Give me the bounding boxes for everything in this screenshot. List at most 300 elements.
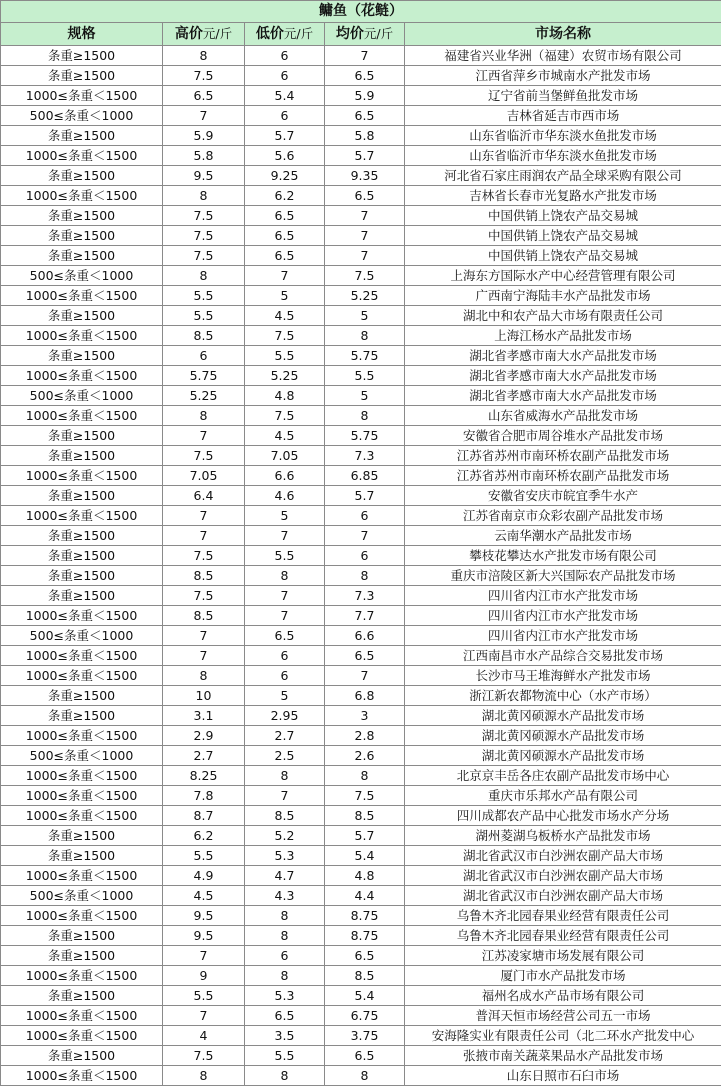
avg-price-cell: 3.75 bbox=[325, 1026, 405, 1046]
high-price-cell: 7.5 bbox=[163, 206, 245, 226]
avg-price-cell: 7.5 bbox=[325, 266, 405, 286]
avg-price-cell: 6.5 bbox=[325, 1046, 405, 1066]
avg-price-cell: 8 bbox=[325, 406, 405, 426]
spec-cell: 500≤条重＜1000 bbox=[1, 626, 163, 646]
low-price-cell: 5 bbox=[245, 686, 325, 706]
spec-cell: 1000≤条重＜1500 bbox=[1, 906, 163, 926]
low-price-cell: 4.7 bbox=[245, 866, 325, 886]
avg-price-cell: 2.6 bbox=[325, 746, 405, 766]
low-price-cell: 5.5 bbox=[245, 546, 325, 566]
high-price-cell: 8.5 bbox=[163, 326, 245, 346]
table-row bbox=[1, 926, 721, 946]
header-avg-unit: 元/斤 bbox=[363, 26, 394, 41]
avg-price-cell: 7.3 bbox=[325, 586, 405, 606]
low-price-cell: 8 bbox=[245, 766, 325, 786]
high-price-cell: 9.5 bbox=[163, 906, 245, 926]
avg-price-cell: 6 bbox=[325, 506, 405, 526]
avg-price-cell: 9.35 bbox=[325, 166, 405, 186]
table-row bbox=[1, 866, 721, 886]
table-row bbox=[1, 566, 721, 586]
market-cell: 山东省临沂市华东淡水鱼批发市场 bbox=[405, 146, 721, 166]
market-cell: 湖北中和农产品大市场有限责任公司 bbox=[405, 306, 721, 326]
low-price-cell: 6 bbox=[245, 646, 325, 666]
spec-cell: 500≤条重＜1000 bbox=[1, 386, 163, 406]
low-price-cell: 8 bbox=[245, 926, 325, 946]
high-price-cell: 2.9 bbox=[163, 726, 245, 746]
market-cell: 乌鲁木齐北园春果业经营有限责任公司 bbox=[405, 926, 721, 946]
high-price-cell: 7 bbox=[163, 526, 245, 546]
table-row bbox=[1, 586, 721, 606]
high-price-cell: 2.7 bbox=[163, 746, 245, 766]
avg-price-cell: 7 bbox=[325, 226, 405, 246]
market-cell: 湖州菱湖乌板桥水产品批发市场 bbox=[405, 826, 721, 846]
title-row bbox=[1, 1, 721, 23]
market-cell: 厦门市水产品批发市场 bbox=[405, 966, 721, 986]
high-price-cell: 4.9 bbox=[163, 866, 245, 886]
high-price-cell: 5.5 bbox=[163, 986, 245, 1006]
table-row bbox=[1, 786, 721, 806]
spec-cell: 1000≤条重＜1500 bbox=[1, 606, 163, 626]
header-high-price bbox=[163, 23, 245, 46]
high-price-cell: 5.5 bbox=[163, 306, 245, 326]
market-cell: 湖北黄冈硕源水产品批发市场 bbox=[405, 726, 721, 746]
low-price-cell: 8 bbox=[245, 906, 325, 926]
low-price-cell: 5.6 bbox=[245, 146, 325, 166]
spec-cell: 500≤条重＜1000 bbox=[1, 266, 163, 286]
avg-price-cell: 6.5 bbox=[325, 186, 405, 206]
low-price-cell: 6 bbox=[245, 666, 325, 686]
high-price-cell: 7.5 bbox=[163, 1046, 245, 1066]
low-price-cell: 7 bbox=[245, 786, 325, 806]
market-cell: 江西南昌市水产品综合交易批发市场 bbox=[405, 646, 721, 666]
spec-cell: 1000≤条重＜1500 bbox=[1, 146, 163, 166]
low-price-cell: 5.7 bbox=[245, 126, 325, 146]
avg-price-cell: 6.8 bbox=[325, 686, 405, 706]
market-cell: 重庆市涪陵区新大兴国际农产品批发市场 bbox=[405, 566, 721, 586]
avg-price-cell: 8 bbox=[325, 566, 405, 586]
low-price-cell: 7 bbox=[245, 526, 325, 546]
table-row bbox=[1, 306, 721, 326]
table-row bbox=[1, 806, 721, 826]
high-price-cell: 7 bbox=[163, 646, 245, 666]
high-price-cell: 8 bbox=[163, 406, 245, 426]
high-price-cell: 8 bbox=[163, 666, 245, 686]
high-price-cell: 8 bbox=[163, 1066, 245, 1086]
high-price-cell: 8.5 bbox=[163, 566, 245, 586]
high-price-cell: 6.5 bbox=[163, 86, 245, 106]
header-low-unit: 元/斤 bbox=[283, 26, 314, 41]
high-price-cell: 7.5 bbox=[163, 446, 245, 466]
high-price-cell: 7.5 bbox=[163, 586, 245, 606]
high-price-cell: 8 bbox=[163, 266, 245, 286]
low-price-cell: 6 bbox=[245, 946, 325, 966]
header-low-label: 低价 bbox=[255, 26, 284, 42]
high-price-cell: 7 bbox=[163, 426, 245, 446]
market-cell: 中国供销上饶农产品交易城 bbox=[405, 206, 721, 226]
market-cell: 福州名成水产品市场有限公司 bbox=[405, 986, 721, 1006]
low-price-cell: 2.7 bbox=[245, 726, 325, 746]
spec-cell: 条重≥1500 bbox=[1, 586, 163, 606]
market-cell: 山东日照市石臼市场 bbox=[405, 1066, 721, 1086]
avg-price-cell: 7.5 bbox=[325, 786, 405, 806]
spec-cell: 条重≥1500 bbox=[1, 566, 163, 586]
market-cell: 云南华潮水产品批发市场 bbox=[405, 526, 721, 546]
market-cell: 攀枝花攀达水产批发市场有限公司 bbox=[405, 546, 721, 566]
spec-cell: 条重≥1500 bbox=[1, 426, 163, 446]
low-price-cell: 5.3 bbox=[245, 846, 325, 866]
market-cell: 江苏凌家塘市场发展有限公司 bbox=[405, 946, 721, 966]
table-row bbox=[1, 66, 721, 86]
high-price-cell: 4 bbox=[163, 1026, 245, 1046]
market-cell: 山东省临沂市华东淡水鱼批发市场 bbox=[405, 126, 721, 146]
table-row bbox=[1, 346, 721, 366]
market-cell: 上海江杨水产品批发市场 bbox=[405, 326, 721, 346]
table-row bbox=[1, 426, 721, 446]
spec-cell: 1000≤条重＜1500 bbox=[1, 646, 163, 666]
table-row bbox=[1, 1066, 721, 1086]
high-price-cell: 7.05 bbox=[163, 466, 245, 486]
spec-cell: 1000≤条重＜1500 bbox=[1, 1026, 163, 1046]
avg-price-cell: 8 bbox=[325, 326, 405, 346]
high-price-cell: 5.5 bbox=[163, 286, 245, 306]
spec-cell: 1000≤条重＜1500 bbox=[1, 1066, 163, 1086]
market-cell: 广西南宁海陆丰水产品批发市场 bbox=[405, 286, 721, 306]
market-cell: 安徽省安庆市皖宜季牛水产 bbox=[405, 486, 721, 506]
spec-cell: 条重≥1500 bbox=[1, 986, 163, 1006]
avg-price-cell: 5.25 bbox=[325, 286, 405, 306]
table-row bbox=[1, 906, 721, 926]
avg-price-cell: 5.75 bbox=[325, 426, 405, 446]
low-price-cell: 7 bbox=[245, 266, 325, 286]
table-row bbox=[1, 726, 721, 746]
low-price-cell: 8 bbox=[245, 1066, 325, 1086]
market-cell: 吉林省长春市光复路水产批发市场 bbox=[405, 186, 721, 206]
high-price-cell: 7.8 bbox=[163, 786, 245, 806]
table-row bbox=[1, 546, 721, 566]
spec-cell: 条重≥1500 bbox=[1, 46, 163, 66]
table-row bbox=[1, 46, 721, 66]
low-price-cell: 5.4 bbox=[245, 86, 325, 106]
avg-price-cell: 6 bbox=[325, 546, 405, 566]
avg-price-cell: 7.3 bbox=[325, 446, 405, 466]
avg-price-cell: 5.7 bbox=[325, 486, 405, 506]
high-price-cell: 7.5 bbox=[163, 246, 245, 266]
table-row bbox=[1, 106, 721, 126]
table-title: 鳙鱼（花鲢） bbox=[1, 1, 721, 23]
avg-price-cell: 7 bbox=[325, 526, 405, 546]
spec-cell: 条重≥1500 bbox=[1, 846, 163, 866]
market-cell: 安徽省合肥市周谷堆水产品批发市场 bbox=[405, 426, 721, 446]
market-cell: 江苏省苏州市南环桥农副产品批发市场 bbox=[405, 446, 721, 466]
spec-cell: 1000≤条重＜1500 bbox=[1, 786, 163, 806]
table-row bbox=[1, 286, 721, 306]
table-row bbox=[1, 706, 721, 726]
low-price-cell: 9.25 bbox=[245, 166, 325, 186]
table-row bbox=[1, 86, 721, 106]
market-cell: 湖北省武汉市白沙洲农副产品大市场 bbox=[405, 886, 721, 906]
market-cell: 张掖市南关蔬菜果品水产品批发市场 bbox=[405, 1046, 721, 1066]
avg-price-cell: 7 bbox=[325, 46, 405, 66]
spec-cell: 1000≤条重＜1500 bbox=[1, 326, 163, 346]
spec-cell: 条重≥1500 bbox=[1, 946, 163, 966]
spec-cell: 条重≥1500 bbox=[1, 206, 163, 226]
market-cell: 长沙市马王堆海鲜水产批发市场 bbox=[405, 666, 721, 686]
avg-price-cell: 6.6 bbox=[325, 626, 405, 646]
high-price-cell: 8 bbox=[163, 186, 245, 206]
high-price-cell: 7 bbox=[163, 1006, 245, 1026]
avg-price-cell: 8.5 bbox=[325, 806, 405, 826]
market-cell: 普洱天恒市场经营公司五一市场 bbox=[405, 1006, 721, 1026]
table-row bbox=[1, 646, 721, 666]
table-row bbox=[1, 366, 721, 386]
low-price-cell: 6.2 bbox=[245, 186, 325, 206]
market-cell: 江苏省苏州市南环桥农副产品批发市场 bbox=[405, 466, 721, 486]
avg-price-cell: 5.5 bbox=[325, 366, 405, 386]
spec-cell: 条重≥1500 bbox=[1, 686, 163, 706]
high-price-cell: 8.25 bbox=[163, 766, 245, 786]
spec-cell: 1000≤条重＜1500 bbox=[1, 86, 163, 106]
spec-cell: 1000≤条重＜1500 bbox=[1, 726, 163, 746]
high-price-cell: 6.2 bbox=[163, 826, 245, 846]
low-price-cell: 7.05 bbox=[245, 446, 325, 466]
table-row bbox=[1, 266, 721, 286]
low-price-cell: 6.6 bbox=[245, 466, 325, 486]
high-price-cell: 6.4 bbox=[163, 486, 245, 506]
low-price-cell: 3.5 bbox=[245, 1026, 325, 1046]
high-price-cell: 5.75 bbox=[163, 366, 245, 386]
market-cell: 四川省内江市水产批发市场 bbox=[405, 586, 721, 606]
market-cell: 湖北黄冈硕源水产品批发市场 bbox=[405, 746, 721, 766]
low-price-cell: 5 bbox=[245, 506, 325, 526]
low-price-cell: 4.5 bbox=[245, 426, 325, 446]
market-cell: 浙江新农都物流中心（水产市场） bbox=[405, 686, 721, 706]
table-row bbox=[1, 446, 721, 466]
spec-cell: 500≤条重＜1000 bbox=[1, 746, 163, 766]
market-cell: 河北省石家庄雨润农产品全球采购有限公司 bbox=[405, 166, 721, 186]
table-row bbox=[1, 466, 721, 486]
avg-price-cell: 6.85 bbox=[325, 466, 405, 486]
low-price-cell: 2.5 bbox=[245, 746, 325, 766]
low-price-cell: 5.3 bbox=[245, 986, 325, 1006]
table-row bbox=[1, 826, 721, 846]
low-price-cell: 5.5 bbox=[245, 346, 325, 366]
table-row bbox=[1, 986, 721, 1006]
low-price-cell: 4.8 bbox=[245, 386, 325, 406]
spec-cell: 1000≤条重＜1500 bbox=[1, 666, 163, 686]
spec-cell: 500≤条重＜1000 bbox=[1, 106, 163, 126]
spec-cell: 1000≤条重＜1500 bbox=[1, 806, 163, 826]
avg-price-cell: 5.4 bbox=[325, 846, 405, 866]
spec-cell: 条重≥1500 bbox=[1, 546, 163, 566]
high-price-cell: 4.5 bbox=[163, 886, 245, 906]
header-spec: 规格 bbox=[1, 23, 163, 46]
high-price-cell: 8 bbox=[163, 46, 245, 66]
avg-price-cell: 3 bbox=[325, 706, 405, 726]
high-price-cell: 7 bbox=[163, 626, 245, 646]
market-cell: 四川省内江市水产批发市场 bbox=[405, 606, 721, 626]
market-cell: 江西省萍乡市城南水产批发市场 bbox=[405, 66, 721, 86]
table-row bbox=[1, 146, 721, 166]
low-price-cell: 8.5 bbox=[245, 806, 325, 826]
avg-price-cell: 7 bbox=[325, 246, 405, 266]
spec-cell: 1000≤条重＜1500 bbox=[1, 506, 163, 526]
table-row bbox=[1, 406, 721, 426]
low-price-cell: 7.5 bbox=[245, 406, 325, 426]
table-row bbox=[1, 206, 721, 226]
spec-cell: 1000≤条重＜1500 bbox=[1, 286, 163, 306]
high-price-cell: 6 bbox=[163, 346, 245, 366]
market-cell: 湖北省武汉市白沙洲农副产品大市场 bbox=[405, 866, 721, 886]
table-row bbox=[1, 386, 721, 406]
spec-cell: 1000≤条重＜1500 bbox=[1, 406, 163, 426]
spec-cell: 1000≤条重＜1500 bbox=[1, 1006, 163, 1026]
header-high-unit: 元/斤 bbox=[202, 26, 233, 41]
spec-cell: 1000≤条重＜1500 bbox=[1, 366, 163, 386]
table-row bbox=[1, 166, 721, 186]
spec-cell: 条重≥1500 bbox=[1, 166, 163, 186]
market-cell: 四川成都农产品中心批发市场水产分场 bbox=[405, 806, 721, 826]
market-cell: 湖北省孝感市南大水产品批发市场 bbox=[405, 366, 721, 386]
spec-cell: 条重≥1500 bbox=[1, 926, 163, 946]
spec-cell: 条重≥1500 bbox=[1, 306, 163, 326]
header-high-label: 高价 bbox=[174, 26, 203, 42]
header-market: 市场名称 bbox=[405, 23, 721, 46]
table-row bbox=[1, 1026, 721, 1046]
market-cell: 辽宁省前当堡鲜鱼批发市场 bbox=[405, 86, 721, 106]
market-cell: 上海东方国际水产中心经营管理有限公司 bbox=[405, 266, 721, 286]
avg-price-cell: 5.7 bbox=[325, 826, 405, 846]
low-price-cell: 6 bbox=[245, 106, 325, 126]
table-row bbox=[1, 246, 721, 266]
market-cell: 安海隆实业有限责任公司（北二环水产批发中心 bbox=[405, 1026, 721, 1046]
low-price-cell: 4.5 bbox=[245, 306, 325, 326]
spec-cell: 1000≤条重＜1500 bbox=[1, 466, 163, 486]
high-price-cell: 9.5 bbox=[163, 166, 245, 186]
spec-cell: 条重≥1500 bbox=[1, 446, 163, 466]
market-cell: 乌鲁木齐北园春果业经营有限责任公司 bbox=[405, 906, 721, 926]
avg-price-cell: 8.75 bbox=[325, 906, 405, 926]
market-cell: 中国供销上饶农产品交易城 bbox=[405, 226, 721, 246]
low-price-cell: 5 bbox=[245, 286, 325, 306]
high-price-cell: 7.5 bbox=[163, 66, 245, 86]
avg-price-cell: 4.4 bbox=[325, 886, 405, 906]
low-price-cell: 5.25 bbox=[245, 366, 325, 386]
market-cell: 湖北省武汉市白沙洲农副产品大市场 bbox=[405, 846, 721, 866]
table-row bbox=[1, 606, 721, 626]
low-price-cell: 6.5 bbox=[245, 626, 325, 646]
market-cell: 四川省内江市水产批发市场 bbox=[405, 626, 721, 646]
avg-price-cell: 7.7 bbox=[325, 606, 405, 626]
avg-price-cell: 2.8 bbox=[325, 726, 405, 746]
spec-cell: 条重≥1500 bbox=[1, 826, 163, 846]
table-row bbox=[1, 326, 721, 346]
market-cell: 湖北省孝感市南大水产品批发市场 bbox=[405, 346, 721, 366]
low-price-cell: 7.5 bbox=[245, 326, 325, 346]
high-price-cell: 8.7 bbox=[163, 806, 245, 826]
avg-price-cell: 6.75 bbox=[325, 1006, 405, 1026]
table-row bbox=[1, 126, 721, 146]
spec-cell: 500≤条重＜1000 bbox=[1, 886, 163, 906]
avg-price-cell: 5.7 bbox=[325, 146, 405, 166]
table-body bbox=[1, 46, 721, 1086]
high-price-cell: 8.5 bbox=[163, 606, 245, 626]
table-row bbox=[1, 526, 721, 546]
avg-price-cell: 5.4 bbox=[325, 986, 405, 1006]
low-price-cell: 8 bbox=[245, 966, 325, 986]
spec-cell: 1000≤条重＜1500 bbox=[1, 966, 163, 986]
table-row bbox=[1, 946, 721, 966]
spec-cell: 条重≥1500 bbox=[1, 486, 163, 506]
high-price-cell: 10 bbox=[163, 686, 245, 706]
avg-price-cell: 6.5 bbox=[325, 946, 405, 966]
table-row bbox=[1, 766, 721, 786]
table-row bbox=[1, 1046, 721, 1066]
low-price-cell: 4.3 bbox=[245, 886, 325, 906]
avg-price-cell: 4.8 bbox=[325, 866, 405, 886]
spec-cell: 1000≤条重＜1500 bbox=[1, 186, 163, 206]
high-price-cell: 9.5 bbox=[163, 926, 245, 946]
avg-price-cell: 5.8 bbox=[325, 126, 405, 146]
spec-cell: 条重≥1500 bbox=[1, 126, 163, 146]
low-price-cell: 7 bbox=[245, 606, 325, 626]
low-price-cell: 5.2 bbox=[245, 826, 325, 846]
avg-price-cell: 6.5 bbox=[325, 646, 405, 666]
header-low-price bbox=[245, 23, 325, 46]
spec-cell: 条重≥1500 bbox=[1, 226, 163, 246]
market-cell: 山东省威海水产品批发市场 bbox=[405, 406, 721, 426]
spec-cell: 1000≤条重＜1500 bbox=[1, 866, 163, 886]
high-price-cell: 9 bbox=[163, 966, 245, 986]
market-cell: 江苏省南京市众彩农副产品批发市场 bbox=[405, 506, 721, 526]
low-price-cell: 4.6 bbox=[245, 486, 325, 506]
low-price-cell: 6.5 bbox=[245, 206, 325, 226]
table-row bbox=[1, 886, 721, 906]
high-price-cell: 5.5 bbox=[163, 846, 245, 866]
market-cell: 湖北省孝感市南大水产品批发市场 bbox=[405, 386, 721, 406]
table-row bbox=[1, 966, 721, 986]
table-row bbox=[1, 186, 721, 206]
high-price-cell: 5.25 bbox=[163, 386, 245, 406]
spec-cell: 条重≥1500 bbox=[1, 66, 163, 86]
low-price-cell: 7 bbox=[245, 586, 325, 606]
spec-cell: 条重≥1500 bbox=[1, 706, 163, 726]
avg-price-cell: 5 bbox=[325, 306, 405, 326]
spec-cell: 条重≥1500 bbox=[1, 1046, 163, 1066]
table-row bbox=[1, 226, 721, 246]
low-price-cell: 6.5 bbox=[245, 226, 325, 246]
avg-price-cell: 5.75 bbox=[325, 346, 405, 366]
avg-price-cell: 8.75 bbox=[325, 926, 405, 946]
spec-cell: 1000≤条重＜1500 bbox=[1, 766, 163, 786]
table-row bbox=[1, 746, 721, 766]
avg-price-cell: 7 bbox=[325, 206, 405, 226]
market-cell: 福建省兴业华洲（福建）农贸市场有限公司 bbox=[405, 46, 721, 66]
table-row bbox=[1, 506, 721, 526]
high-price-cell: 7.5 bbox=[163, 226, 245, 246]
low-price-cell: 6.5 bbox=[245, 246, 325, 266]
avg-price-cell: 6.5 bbox=[325, 106, 405, 126]
low-price-cell: 2.95 bbox=[245, 706, 325, 726]
table-row bbox=[1, 846, 721, 866]
high-price-cell: 3.1 bbox=[163, 706, 245, 726]
high-price-cell: 5.9 bbox=[163, 126, 245, 146]
avg-price-cell: 8.5 bbox=[325, 966, 405, 986]
table-row bbox=[1, 486, 721, 506]
market-cell: 湖北黄冈硕源水产品批发市场 bbox=[405, 706, 721, 726]
avg-price-cell: 8 bbox=[325, 1066, 405, 1086]
table-row bbox=[1, 666, 721, 686]
header-avg-label: 均价 bbox=[335, 26, 364, 42]
